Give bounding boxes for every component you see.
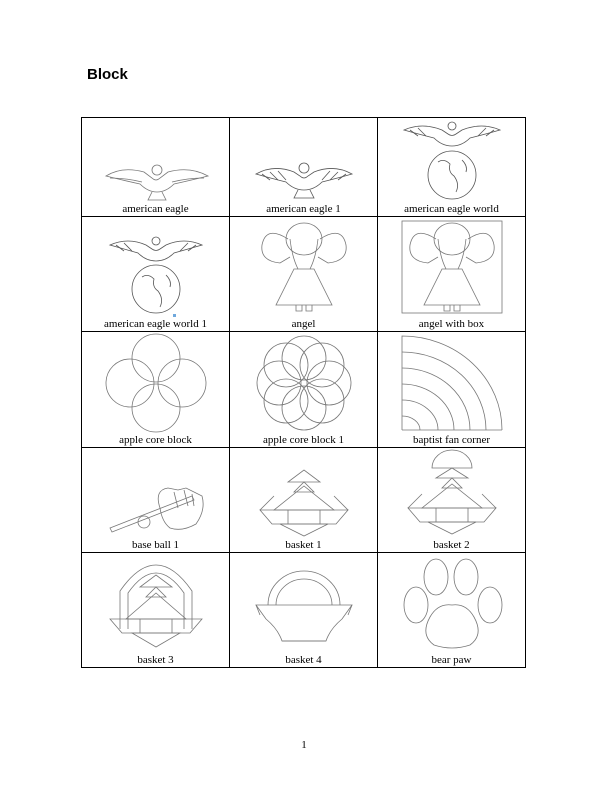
basket-handle-icon — [378, 448, 525, 540]
basket-arch-icon — [82, 553, 229, 655]
block-label: basket 2 — [433, 539, 470, 551]
block-label: basket 3 — [137, 654, 174, 666]
block-cell[interactable] — [378, 118, 526, 217]
block-cell[interactable] — [82, 118, 230, 217]
block-cell[interactable] — [82, 553, 230, 668]
paw-icon — [378, 553, 525, 655]
block-label: american eagle — [122, 203, 189, 215]
block-label: american eagle world — [404, 203, 499, 215]
block-label: american eagle world 1 — [104, 318, 207, 330]
eagle-globe-icon — [82, 217, 229, 317]
eagle-icon — [82, 118, 229, 203]
block-cell[interactable] — [230, 332, 378, 448]
block-cell[interactable] — [82, 448, 230, 553]
block-cell[interactable] — [378, 448, 526, 553]
block-grid — [81, 117, 526, 668]
bowl-basket-icon — [230, 553, 377, 655]
block-cell[interactable] — [230, 118, 378, 217]
page-number: 1 — [301, 739, 307, 751]
block-label: baptist fan corner — [413, 434, 490, 446]
baseball-glove-icon — [82, 448, 229, 540]
apple-core-flower-icon — [230, 332, 377, 434]
basket-icon — [230, 448, 377, 540]
apple-core-icon — [82, 332, 229, 434]
block-label: base ball 1 — [131, 539, 180, 551]
block-label: angel with box — [418, 318, 485, 330]
block-label: american eagle 1 — [266, 203, 341, 215]
block-label: basket 4 — [285, 654, 322, 666]
eagle-icon — [230, 118, 377, 203]
eagle-globe-icon — [378, 118, 525, 203]
block-label: angel — [291, 318, 316, 330]
angel-box-icon — [378, 217, 525, 317]
block-cell[interactable] — [82, 217, 230, 332]
block-label: apple core block 1 — [263, 434, 344, 446]
block-cell[interactable] — [378, 332, 526, 448]
block-label: bear paw — [431, 654, 472, 666]
block-cell[interactable] — [378, 217, 526, 332]
fan-icon — [378, 332, 525, 434]
block-label: basket 1 — [285, 539, 322, 551]
page-title: Block — [87, 66, 128, 83]
block-label: apple core block — [119, 434, 192, 446]
block-cell[interactable] — [82, 332, 230, 448]
block-cell[interactable] — [230, 553, 378, 668]
block-cell[interactable] — [230, 448, 378, 553]
block-cell[interactable] — [378, 553, 526, 668]
block-cell[interactable] — [230, 217, 378, 332]
angel-icon — [230, 217, 377, 317]
